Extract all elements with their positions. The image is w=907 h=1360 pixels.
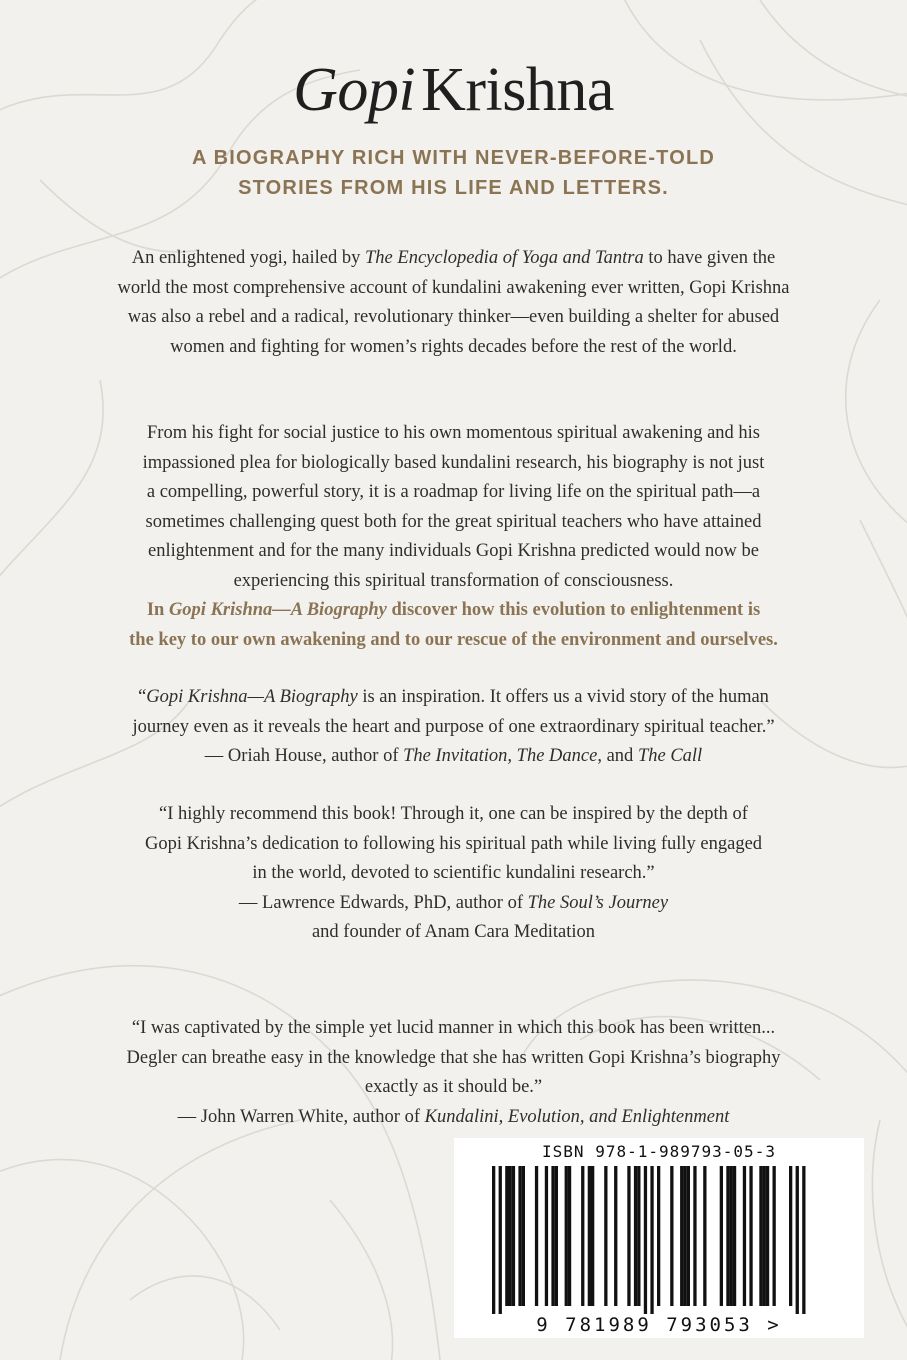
barcode-bar [568, 1166, 571, 1306]
barcode-bar [680, 1166, 683, 1306]
barcode-bar [670, 1166, 673, 1306]
barcode-bar [773, 1166, 776, 1306]
title-italic: Gopi [293, 56, 416, 124]
barcode-bar [555, 1166, 558, 1306]
second-line-5: enlightenment and for the many individuals Gopi Krishna predicted would now be [148, 541, 759, 561]
quote1-attribution [70, 742, 837, 772]
book-title-ref: Gopi Krishna—A Biography [146, 687, 358, 707]
barcode-bar [512, 1166, 515, 1306]
quote2-attribution-2: and founder of Anam Cara Meditation [311, 922, 596, 942]
book-title-ref: Gopi Krishna—A Biography [168, 600, 387, 620]
barcode-bar [535, 1166, 538, 1306]
quote1-line-1 [70, 683, 837, 713]
barcode-bar [614, 1166, 617, 1306]
barcode-bar [604, 1166, 607, 1306]
second-line-1: From his fight for social justice to his own momentous spiritual awakening and his [147, 423, 760, 443]
highlight-line-2: the key to our own awakening and to our rescue of the environment and ourselves. [129, 629, 778, 650]
intro-paragraph [70, 244, 837, 362]
quote-oriah-house [70, 683, 837, 772]
barcode-bar [683, 1166, 686, 1306]
barcode-bar [637, 1166, 640, 1306]
quote2-attribution [70, 889, 837, 919]
quote3-line-1: “I was captivated by the simple yet lucid manner in which this book has been written... [131, 1018, 776, 1038]
highlight-line-1 [50, 596, 857, 626]
barcode-bar [796, 1166, 799, 1314]
barcode-bar [720, 1166, 723, 1306]
barcode-bar [726, 1166, 729, 1306]
intro-line-4: women and fighting for women’s rights decades before the rest of the world. [170, 336, 737, 357]
highlight-text: discover how this evolution to enlightenment is [386, 600, 761, 620]
intro-text: to have given the [643, 248, 776, 268]
barcode-bar [693, 1166, 696, 1306]
barcode-bar [627, 1166, 630, 1306]
quote1-line-2: journey even as it reveals the heart and purpose of one extraordinary spiritual teacher.” [132, 716, 775, 737]
barcode [470, 1166, 848, 1314]
barcode-bar [766, 1166, 769, 1306]
quote-john-warren-white [70, 1014, 837, 1132]
attribution-text: — Oriah House, author of [204, 746, 404, 766]
second-line-2: impassioned plea for biologically based kundalini research, his biography is not just [142, 452, 765, 473]
tagline [0, 143, 907, 203]
barcode-bar [522, 1166, 525, 1306]
intro-line-1 [70, 244, 837, 274]
intro-line-2: world the most comprehensive account of kundalini awakening ever written, Gopi Krishna [117, 277, 790, 298]
highlight-paragraph [50, 596, 857, 655]
quote3-attribution [70, 1103, 837, 1133]
tagline-line-2: STORIES FROM HIS LIFE AND LETTERS. [238, 177, 669, 199]
barcode-bar [789, 1166, 792, 1306]
barcode-bar [551, 1166, 554, 1306]
attribution-text: , and [597, 746, 638, 766]
barcode-bar [730, 1166, 733, 1306]
barcode-bar [591, 1166, 594, 1306]
barcode-bar [650, 1166, 653, 1314]
barcode-bar [581, 1166, 584, 1306]
quote-text: is an inspiration. It offers us a vivid story of the human [357, 687, 769, 707]
book-title [0, 50, 907, 130]
barcode-bar [492, 1166, 495, 1314]
barcode-bar [518, 1166, 521, 1306]
quote-mark: “ [138, 687, 147, 707]
quote2-line-1: “I highly recommend this book! Through it, one can be inspired by the depth of [159, 804, 748, 824]
intro-line-3: was also a rebel and a radical, revolutionary thinker—even building a shelter for abused [127, 307, 780, 327]
barcode-bar [545, 1166, 548, 1306]
barcode-digits: 9 781989 793053 > [536, 1314, 782, 1336]
barcode-bar [802, 1166, 805, 1314]
isbn-label: ISBN 978-1-989793-05-3 [542, 1142, 776, 1161]
barcode-bar [505, 1166, 508, 1306]
quote2-line-2: Gopi Krishna’s dedication to following his spiritual path while living fully engaged [144, 833, 763, 854]
attribution-text: — Lawrence Edwards, PhD, author of [238, 892, 528, 913]
cited-book: The Soul’s Journey [527, 892, 669, 913]
second-line-3: a compelling, powerful story, it is a roadmap for living life on the spiritual path—a [146, 482, 761, 502]
barcode-bar [763, 1166, 766, 1306]
highlight-text: In [146, 600, 169, 620]
quote3-line-2: Degler can breathe easy in the knowledge that she has written Gopi Krishna’s biography [126, 1047, 781, 1068]
attribution-text: — John Warren White, author of [177, 1106, 425, 1127]
second-paragraph [70, 419, 837, 596]
barcode-bar [749, 1166, 752, 1306]
quote-lawrence-edwards [70, 800, 837, 948]
barcode-bar [703, 1166, 706, 1306]
quote2-line-3: in the world, devoted to scientific kundalini research.” [252, 863, 655, 883]
tagline-line-1: A BIOGRAPHY RICH WITH NEVER-BEFORE-TOLD [191, 147, 716, 169]
second-line-6: experiencing this spiritual transformation of consciousness. [233, 570, 674, 591]
intro-text: An enlightened yogi, hailed by [131, 248, 366, 268]
barcode-bar [743, 1166, 746, 1306]
title-roman: Krishna [421, 56, 614, 124]
encyclopedia-title: The Encyclopedia of Yoga and Tantra [365, 248, 644, 268]
isbn-barcode-panel [454, 1138, 864, 1338]
barcode-bar [759, 1166, 762, 1306]
quote3-line-3: exactly as it should be.” [364, 1077, 543, 1097]
barcode-bar [634, 1166, 637, 1306]
cited-book: The Invitation, The Dance [403, 746, 598, 766]
barcode-bar [657, 1166, 660, 1306]
barcode-bar [588, 1166, 591, 1306]
barcode-bar [509, 1166, 512, 1306]
barcode-bar [499, 1166, 502, 1314]
barcode-bar [565, 1166, 568, 1306]
cited-book: Kundalini, Evolution, and Enlightenment [424, 1106, 730, 1127]
cited-book: The Call [637, 746, 703, 766]
second-line-4: sometimes challenging quest both for the great spiritual teachers who have attained [145, 511, 762, 532]
barcode-bar [733, 1166, 736, 1306]
barcode-bar [644, 1166, 647, 1314]
barcode-bar [687, 1166, 690, 1306]
